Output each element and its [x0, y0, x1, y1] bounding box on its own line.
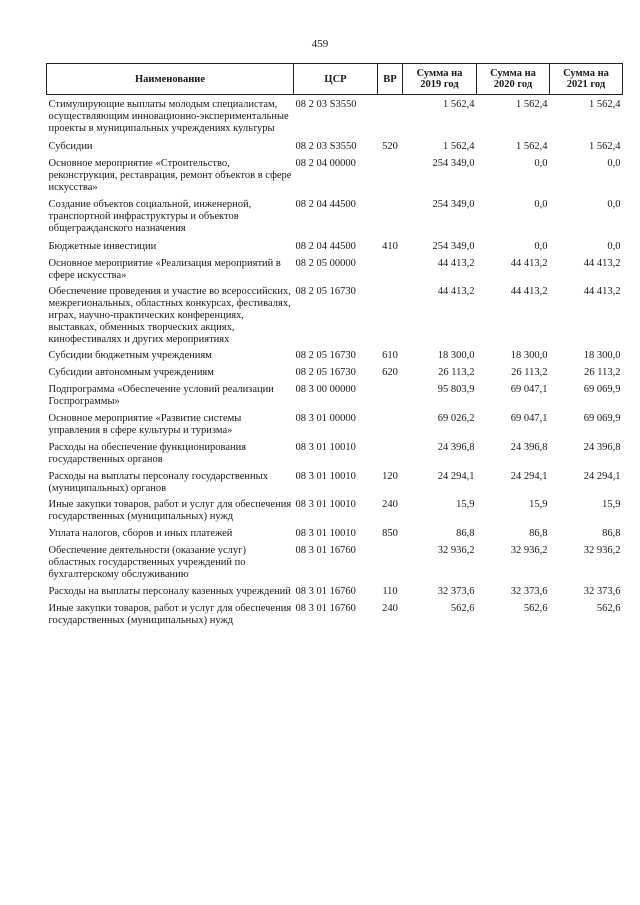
- cell-sum-2021: 69 069,9: [583, 413, 621, 424]
- cell-sum-2019: 26 113,2: [438, 367, 475, 378]
- cell-csr: 08 2 05 16730: [295, 367, 356, 378]
- cell-sum-2019: 69 026,2: [437, 413, 475, 424]
- cell-vr: [378, 199, 403, 235]
- table-row: [47, 528, 623, 540]
- table-row: [47, 545, 623, 581]
- cell-csr: 08 3 01 16760: [295, 545, 356, 556]
- cell-name: Обеспечение деятельности (оказание услуг) областных государственных учреждений по бухгалтерскому обслуживанию: [48, 545, 246, 580]
- table-row: [47, 141, 623, 153]
- cell-sum-2020: 44 413,2: [510, 258, 548, 269]
- cell-sum-2020: 24 396,8: [510, 442, 548, 453]
- cell-sum-2020: 0,0: [534, 199, 548, 210]
- cell-name: Иные закупки товаров, работ и услуг для обеспечения государственных (муниципальных) нужд: [48, 603, 292, 626]
- cell-name: Бюджетные инвестиции: [48, 241, 157, 252]
- cell-sum-2019: 44 413,2: [437, 286, 475, 297]
- cell-vr: 610: [382, 350, 398, 361]
- cell-sum-2019: 86,8: [456, 528, 475, 539]
- cell-vr: [378, 258, 403, 282]
- cell-sum-2021: 1 562,4: [589, 99, 621, 110]
- cell-sum-2020: 32 373,6: [510, 586, 548, 597]
- cell-vr: 620: [382, 367, 398, 378]
- cell-sum-2019: 44 413,2: [437, 258, 475, 269]
- cell-sum-2019: 15,9: [456, 499, 475, 510]
- column-header-sum-2020: Сумма на 2020 год: [477, 64, 550, 95]
- page-number: 459: [311, 38, 329, 50]
- cell-sum-2020: 1 562,4: [516, 141, 548, 152]
- cell-sum-2019: 18 300,0: [437, 350, 475, 361]
- column-header-csr: ЦСР: [294, 64, 378, 95]
- cell-sum-2021: 86,8: [602, 528, 621, 539]
- cell-name: Расходы на выплаты персоналу казенных учреждений: [48, 586, 291, 597]
- cell-sum-2020: 69 047,1: [510, 413, 548, 424]
- cell-csr: 08 3 01 16760: [295, 586, 356, 597]
- cell-vr: 240: [382, 603, 398, 614]
- cell-name: Обеспечение проведения и участие во всероссийских, межрегиональных, областных конкурсах, фестивалях, играх, научно-практических конференциях, выставках, обменных творческих акциях, кинофестивалях и других мероприятиях: [48, 286, 291, 345]
- cell-sum-2019: 95 803,9: [437, 384, 475, 395]
- table-row: [47, 286, 623, 346]
- column-header-sum-2021: Сумма на 2021 год: [550, 64, 623, 95]
- cell-sum-2021: 24 294,1: [583, 471, 621, 482]
- cell-sum-2019: 32 373,6: [437, 586, 475, 597]
- cell-sum-2021: 562,6: [596, 603, 621, 614]
- column-header-sum-2019: Сумма на 2019 год: [403, 64, 477, 95]
- cell-sum-2019: 32 936,2: [437, 545, 475, 556]
- cell-sum-2020: 0,0: [534, 158, 548, 169]
- cell-csr: 08 2 03 S3550: [295, 99, 357, 110]
- cell-vr: [378, 384, 403, 408]
- table-row: [47, 442, 623, 466]
- table-row: [47, 586, 623, 598]
- table-body: [47, 95, 623, 628]
- cell-vr: 410: [382, 241, 398, 252]
- table-header: [47, 64, 623, 95]
- cell-vr: [378, 286, 403, 346]
- cell-name: Создание объектов социальной, инженерной, транспортной инфраструктуры и объектов общегражданского назначения: [48, 199, 252, 234]
- cell-vr: 240: [382, 499, 398, 510]
- table-row: [47, 471, 623, 495]
- cell-sum-2021: 32 373,6: [583, 586, 621, 597]
- cell-name: Расходы на обеспечение функционирования государственных органов: [48, 442, 247, 465]
- cell-sum-2019: 254 349,0: [432, 158, 475, 169]
- table-row: [47, 499, 623, 523]
- cell-sum-2021: 0,0: [607, 199, 621, 210]
- cell-sum-2021: 26 113,2: [584, 367, 621, 378]
- cell-sum-2020: 86,8: [529, 528, 548, 539]
- table-row: [47, 99, 623, 135]
- cell-sum-2020: 1 562,4: [516, 99, 548, 110]
- cell-csr: 08 2 05 16730: [295, 286, 356, 297]
- cell-sum-2019: 1 562,4: [443, 141, 475, 152]
- cell-name: Основное мероприятие «Строительство, реконструкция, реставрация, ремонт объектов в сфере искусства»: [48, 158, 292, 193]
- cell-sum-2021: 32 936,2: [583, 545, 621, 556]
- table-row: [47, 350, 623, 362]
- table-row: [47, 199, 623, 235]
- cell-name: Иные закупки товаров, работ и услуг для обеспечения государственных (муниципальных) нужд: [48, 499, 292, 522]
- cell-sum-2021: 24 396,8: [583, 442, 621, 453]
- cell-sum-2020: 69 047,1: [510, 384, 548, 395]
- cell-sum-2021: 1 562,4: [589, 141, 621, 152]
- cell-sum-2020: 24 294,1: [510, 471, 548, 482]
- cell-csr: 08 3 01 10010: [295, 442, 356, 453]
- cell-sum-2019: 1 562,4: [443, 99, 475, 110]
- cell-sum-2019: 24 294,1: [437, 471, 475, 482]
- cell-sum-2019: 254 349,0: [432, 199, 475, 210]
- cell-sum-2020: 32 936,2: [510, 545, 548, 556]
- cell-sum-2021: 69 069,9: [583, 384, 621, 395]
- cell-sum-2021: 44 413,2: [583, 258, 621, 269]
- cell-sum-2020: 44 413,2: [510, 286, 548, 297]
- table-row: [47, 241, 623, 253]
- cell-csr: 08 2 04 44500: [295, 199, 356, 210]
- cell-sum-2019: 24 396,8: [437, 442, 475, 453]
- cell-csr: 08 2 04 00000: [295, 158, 356, 169]
- cell-sum-2021: 18 300,0: [583, 350, 621, 361]
- cell-csr: 08 3 01 10010: [295, 471, 356, 482]
- table-row: [47, 367, 623, 379]
- cell-name: Субсидии: [48, 141, 93, 152]
- table-row: [47, 158, 623, 194]
- cell-vr: [378, 442, 403, 466]
- table-row: [47, 413, 623, 437]
- cell-csr: 08 2 04 44500: [295, 241, 356, 252]
- cell-csr: 08 3 01 10010: [295, 499, 356, 510]
- cell-sum-2019: 254 349,0: [432, 241, 475, 252]
- table-row: [47, 258, 623, 282]
- cell-name: Основное мероприятие «Реализация мероприятий в сфере искусства»: [48, 258, 281, 281]
- cell-sum-2019: 562,6: [450, 603, 475, 614]
- cell-vr: 120: [382, 471, 398, 482]
- cell-csr: 08 3 00 00000: [295, 384, 356, 395]
- cell-sum-2020: 562,6: [523, 603, 548, 614]
- cell-vr: 520: [382, 141, 398, 152]
- cell-sum-2021: 44 413,2: [583, 286, 621, 297]
- cell-sum-2020: 18 300,0: [510, 350, 548, 361]
- cell-name: Уплата налогов, сборов и иных платежей: [48, 528, 233, 539]
- cell-vr: [378, 413, 403, 437]
- cell-vr: [378, 545, 403, 581]
- column-header-vr: ВР: [378, 64, 403, 95]
- cell-name: Субсидии бюджетным учреждениям: [48, 350, 212, 361]
- cell-vr: 110: [382, 586, 398, 597]
- cell-name: Стимулирующие выплаты молодым специалистам, осуществляющим инновационно-экспериментальные проекты в муниципальных учреждениях культуры: [48, 99, 289, 134]
- cell-sum-2021: 0,0: [607, 158, 621, 169]
- cell-name: Субсидии автономным учреждениям: [48, 367, 214, 378]
- cell-name: Расходы на выплаты персоналу государственных (муниципальных) органов: [48, 471, 268, 494]
- table-row: [47, 603, 623, 627]
- budget-table: [46, 63, 623, 627]
- cell-csr: 08 2 05 00000: [295, 258, 356, 269]
- cell-vr: 850: [382, 528, 398, 539]
- table-row: [47, 384, 623, 408]
- cell-name: Подпрограмма «Обеспечение условий реализации Госпрограммы»: [48, 384, 274, 407]
- cell-sum-2020: 15,9: [529, 499, 548, 510]
- column-header-name: Наименование: [47, 64, 294, 95]
- cell-csr: 08 3 01 16760: [295, 603, 356, 614]
- cell-vr: [378, 158, 403, 194]
- cell-sum-2020: 26 113,2: [511, 367, 548, 378]
- cell-sum-2020: 0,0: [534, 241, 548, 252]
- cell-csr: 08 3 01 00000: [295, 413, 356, 424]
- cell-sum-2021: 15,9: [602, 499, 621, 510]
- cell-csr: 08 3 01 10010: [295, 528, 356, 539]
- cell-sum-2021: 0,0: [607, 241, 621, 252]
- cell-name: Основное мероприятие «Развитие системы управления в сфере культуры и туризма»: [48, 413, 242, 436]
- cell-vr: [378, 99, 403, 135]
- cell-csr: 08 2 03 S3550: [295, 141, 357, 152]
- cell-csr: 08 2 05 16730: [295, 350, 356, 361]
